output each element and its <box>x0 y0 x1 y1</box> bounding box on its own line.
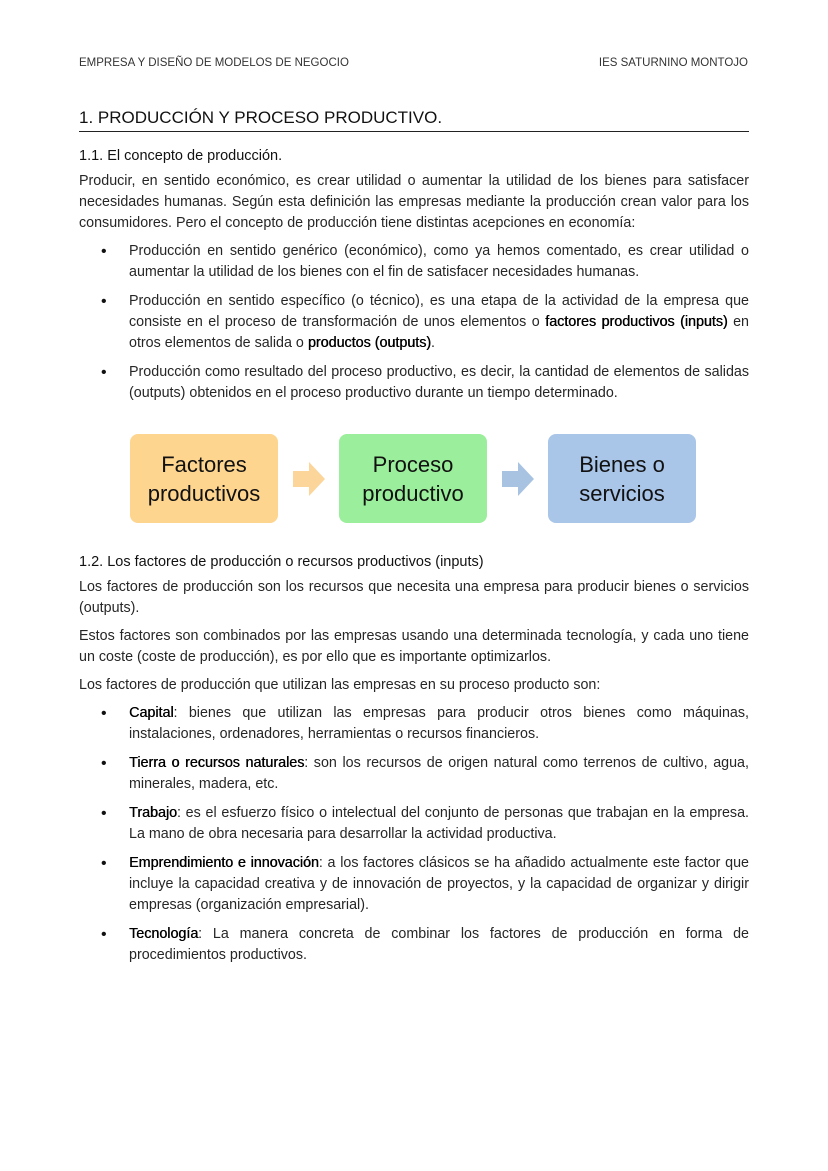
document-body <box>79 108 749 974</box>
arrow-right-icon <box>502 462 536 496</box>
text: Producción en sentido específico (o técnico), es una etapa de la actividad de la empresa que consiste en el proceso de transformación de unos elementos o <box>129 293 749 330</box>
header-right: IES SATURNINO MONTOJO <box>598 57 748 69</box>
paragraph: Los factores de producción son los recursos que necesita una empresa para producir bienes o servicios (outputs). <box>79 579 749 616</box>
paragraph: Los factores de producción que utilizan las empresas en su proceso producto son: <box>79 677 601 693</box>
section-1-1-heading: 1.1. El concepto de producción. <box>79 148 283 164</box>
bold-term: Capital <box>129 705 174 721</box>
arrow-right-icon <box>293 462 327 496</box>
list-item: • Producción como resultado del proceso productivo, es decir, la cantidad de elementos de salidas (outputs) obtenidos en el proceso productivo durante un tiempo determinado. <box>79 362 749 404</box>
bold-term: Tecnología <box>129 926 199 942</box>
text: en otros elementos de salida o <box>129 314 750 351</box>
section-1-1-list <box>79 241 749 404</box>
text: : La manera concreta de combinar los factores de producción en forma de procedimientos productivos. <box>129 926 749 963</box>
list-item: • Producción en sentido genérico (económico), como ya hemos comentado, es crear utilidad o aumentar la utilidad de los bienes con el fin de satisfacer necesidades humanas. <box>79 241 749 283</box>
section-1-2-heading: 1.2. Los factores de producción o recursos productivos (inputs) <box>79 554 484 570</box>
text: : es el esfuerzo físico o intelectual del conjunto de personas que trabajan en la empresa. La mano de obra necesaria para desarrollar la actividad productiva. <box>129 805 749 842</box>
list-item-capital <box>79 703 749 745</box>
section-1-1-paragraph: Producir, en sentido económico, es crear utilidad o aumentar la utilidad de los bienes para satisfacer necesidades humanas. Según esta definición las empresas mediante la producción crean valor para los consumidores. Pero el concepto de producción tiene distintas acepciones en economía: <box>79 173 749 231</box>
page-header <box>79 57 748 69</box>
list-item-labor <box>79 803 749 845</box>
bold-term: Trabajo <box>129 805 177 821</box>
paragraph: Estos factores son combinados por las empresas usando una determinada tecnología, y cada uno tiene un coste (coste de producción), es por ello que es importante optimizarlos. <box>79 628 749 665</box>
bold-term: productos (outputs) <box>307 335 432 351</box>
list-item <box>79 291 749 354</box>
page-title: 1. PRODUCCIÓN Y PROCESO PRODUCTIVO. <box>79 108 749 132</box>
list-item-land <box>79 753 749 795</box>
factors-box: Factores productivos <box>130 434 278 523</box>
bold-term: Tierra o recursos naturales <box>129 755 305 771</box>
factors-list <box>79 703 749 966</box>
goods-box: Bienes o servicios <box>548 434 696 523</box>
text: . <box>431 335 435 351</box>
list-item-entrepreneurship <box>79 853 749 916</box>
text: : son los recursos de origen natural como terrenos de cultivo, agua, minerales, madera, etc. <box>129 755 749 792</box>
bold-term: factores productivos (inputs) <box>545 314 728 330</box>
process-box: Proceso productivo <box>339 434 487 523</box>
production-process-diagram <box>79 434 749 524</box>
header-left: EMPRESA Y DISEÑO DE MODELOS DE NEGOCIO <box>79 57 349 69</box>
text: : a los factores clásicos se ha añadido actualmente este factor que incluye la capacidad creativa y de innovación de proyectos, y la capacidad de organizar y dirigir empresas (organización empresarial). <box>129 855 749 913</box>
list-item-technology <box>79 924 749 966</box>
bold-term: Emprendimiento e innovación <box>129 855 319 871</box>
text: : bienes que utilizan las empresas para producir otros bienes como máquinas, instalaciones, ordenadores, herramientas o recursos financieros. <box>129 705 749 742</box>
